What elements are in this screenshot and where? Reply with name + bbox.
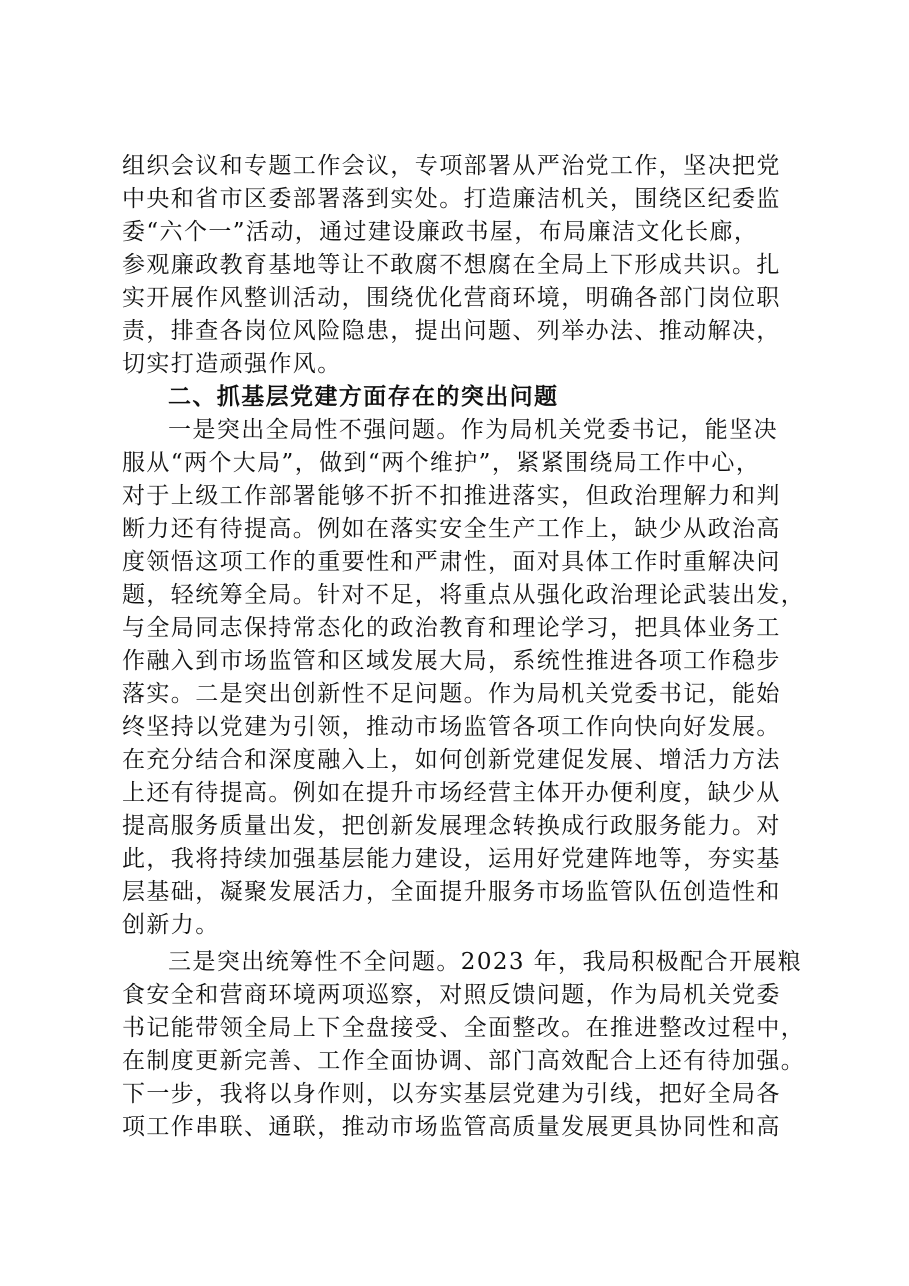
text-line: 委“六个一”活动，通过建设廉政书屋，布局廉洁文化长廊， [122, 219, 759, 245]
text-line: 责，排查各岗位风险隐患，提出问题、列举办法、推动解决， [122, 318, 781, 344]
text-line: 服从“两个大局”，做到“两个维护”，紧紧围绕局工作中心， [122, 450, 761, 476]
text-line: 题，轻统筹全局。针对不足，将重点从强化政治理论武装出发， [122, 582, 806, 608]
text-line: 组织会议和专题工作会议，专项部署从严治党工作，坚决把党 [122, 153, 781, 179]
text-line: 书记能带领全局上下全盘接受、全面整改。在推进整改过程中， [122, 1015, 806, 1041]
text-line: 切实打造顽强作风。 [122, 351, 342, 377]
text-line: 参观廉政教育基地等让不敢腐不想腐在全局上下形成共识。扎 [122, 252, 781, 278]
paragraph-coordination [122, 946, 806, 1144]
paragraph-party-discipline [122, 150, 802, 381]
section-heading: 二、抓基层党建方面存在的突出问题 [168, 384, 559, 410]
paragraph-problems [122, 414, 806, 942]
text-line: 食安全和营商环境两项巡察，对照反馈问题，作为局机关党委 [122, 982, 781, 1008]
text-line: 度领悟这项工作的重要性和严肃性，面对具体工作时重解决问 [122, 549, 781, 575]
text-line: 创新力。 [122, 912, 220, 938]
text-line: 在充分结合和深度融入上，如何创新党建促发展、增活力方法 [122, 747, 781, 773]
document-body [122, 150, 806, 1144]
text-line: 此，我将持续加强基层能力建设，运用好党建阵地等，夯实基 [122, 846, 781, 872]
text-line: 断力还有待提高。例如在落实安全生产工作上，缺少从政治高 [122, 516, 781, 542]
text-line: 项工作串联、通联，推动市场监管高质量发展更具协同性和高 [122, 1114, 781, 1140]
text-line: 提高服务质量出发，把创新发展理念转换成行政服务能力。对 [122, 813, 781, 839]
text-line: 一是突出全局性不强问题。作为局机关党委书记，能坚决 [168, 417, 778, 443]
text-line: 三是突出统筹性不全问题。2023 年，我局积极配合开展粮 [168, 949, 803, 975]
text-line: 上还有待提高。例如在提升市场经营主体开办便利度，缺少从 [122, 780, 781, 806]
text-line: 中央和省市区委部署落到实处。打造廉洁机关，围绕区纪委监 [122, 186, 781, 212]
text-line: 对于上级工作部署能够不折不扣推进落实，但政治理解力和判 [122, 483, 781, 509]
text-line: 在制度更新完善、工作全面协调、部门高效配合上还有待加强。 [122, 1048, 806, 1074]
text-line: 层基础，凝聚发展活力，全面提升服务市场监管队伍创造性和 [122, 879, 781, 905]
text-line: 作融入到市场监管和区域发展大局，系统性推进各项工作稳步 [122, 648, 781, 674]
text-line: 下一步，我将以身作则，以夯实基层党建为引线，把好全局各 [122, 1081, 781, 1107]
text-line: 落实。二是突出创新性不足问题。作为局机关党委书记，能始 [122, 681, 781, 707]
text-line: 实开展作风整训活动，围绕优化营商环境，明确各部门岗位职 [122, 285, 781, 311]
text-line: 终坚持以党建为引领，推动市场监管各项工作向快向好发展。 [122, 714, 781, 740]
text-line: 与全局同志保持常态化的政治教育和理论学习，把具体业务工 [122, 615, 781, 641]
